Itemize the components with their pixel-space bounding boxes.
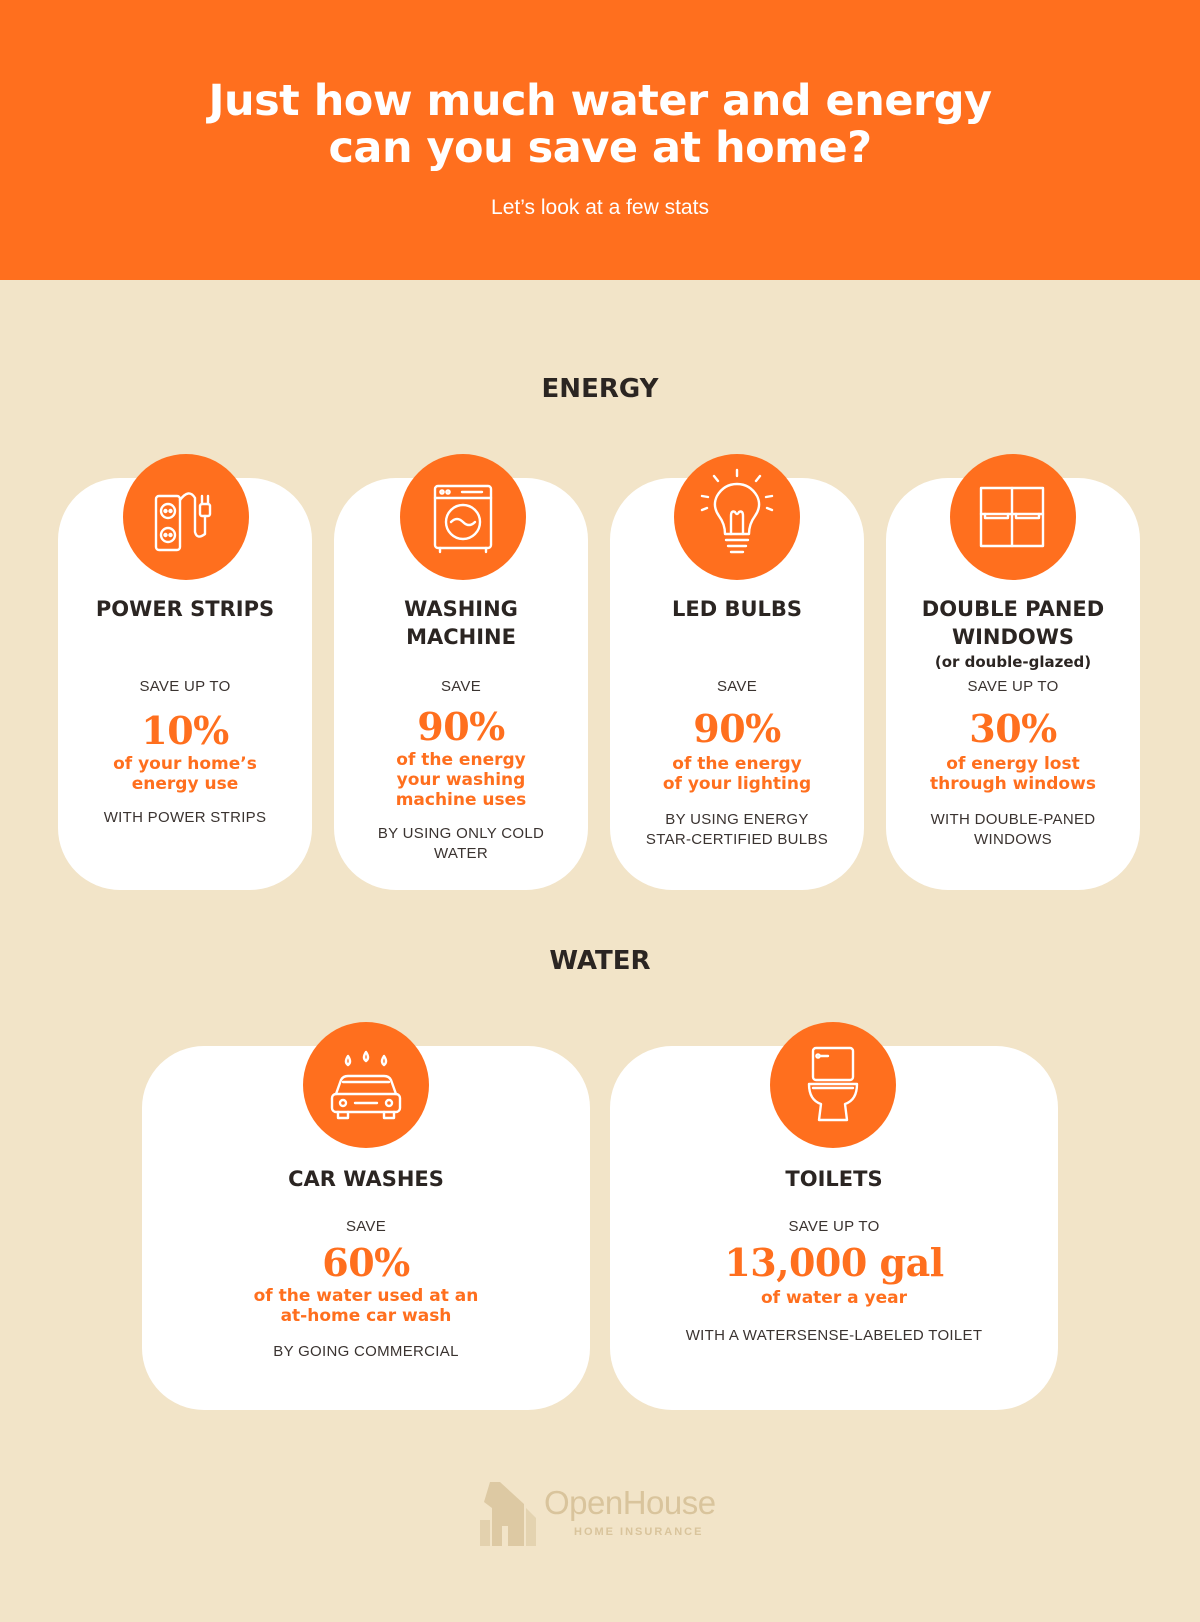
light-bulb-icon (674, 454, 800, 580)
card-title: CAR WASHES (288, 1167, 444, 1191)
card-title: POWER STRIPS (95, 597, 275, 621)
card-lead: SAVE UP TO (139, 678, 231, 695)
card-lead: SAVE (440, 678, 482, 695)
water-heading: WATER (549, 946, 651, 976)
card-lead: SAVE (716, 678, 758, 695)
card-tail-line-1: BY GOING COMMERCIAL (273, 1343, 459, 1360)
card-desc-line-1: of the water used at an (253, 1286, 479, 1306)
card-desc-line-2: your washing (396, 770, 526, 790)
card-tail-line-2: WATER (434, 845, 488, 862)
card-tail-line-1: WITH A WATERSENSE-LABELED TOILET (685, 1327, 983, 1344)
card-value: 13,000 gal (724, 1240, 944, 1285)
page-title (100, 78, 1100, 172)
card-value: 90% (417, 704, 505, 749)
card-desc-line-1: of the energy (672, 754, 802, 774)
card-tail-line-2: STAR-CERTIFIED BULBS (645, 831, 829, 848)
card-desc-line-2: energy use (131, 774, 239, 794)
card-desc-line-1: of energy lost (946, 754, 1080, 774)
card-lead: SAVE UP TO (967, 678, 1059, 695)
card-desc-line-3: machine uses (395, 790, 527, 810)
energy-heading: ENERGY (541, 374, 659, 404)
house-logo-icon (478, 1480, 542, 1546)
washing-machine-icon (400, 454, 526, 580)
card-desc-line-1: of the energy (396, 750, 526, 770)
card-title: TOILETS (785, 1167, 883, 1191)
openhouse-logo (478, 1480, 738, 1546)
header-banner (0, 0, 1200, 280)
card-value: 90% (693, 706, 781, 751)
car-wash-icon (303, 1022, 429, 1148)
card-desc-line-2: through windows (930, 774, 1096, 794)
card-value: 10% (141, 708, 229, 753)
toilet-icon (770, 1022, 896, 1148)
card-desc-line-1: of your home’s (113, 754, 257, 774)
card-desc-line-2: at-home car wash (280, 1306, 452, 1326)
card-title-line-2: MACHINE (406, 625, 516, 649)
card-note: (or double-glazed) (934, 653, 1092, 671)
logo-name: OpenHouse (544, 1484, 716, 1521)
card-title-line-1: DOUBLE PANED (921, 597, 1105, 621)
card-title-line-1: WASHING (404, 597, 518, 621)
card-tail-line-1: WITH DOUBLE-PANED (930, 811, 1096, 828)
card-tail-line-1: BY USING ENERGY (665, 811, 809, 828)
page-subtitle: Let’s look at a few stats (491, 196, 709, 219)
power-strip-icon (123, 454, 249, 580)
card-title: LED BULBS (671, 597, 803, 621)
title-line-2: can you save at home? (328, 123, 872, 173)
card-tail-line-1: BY USING ONLY COLD (377, 825, 545, 842)
card-tail-line-1: WITH POWER STRIPS (103, 809, 267, 826)
card-desc-line-1: of water a year (761, 1288, 907, 1308)
window-icon (950, 454, 1076, 580)
card-title-line-2: WINDOWS (951, 625, 1075, 649)
logo-tagline: HOME INSURANCE (574, 1526, 704, 1538)
card-value: 60% (322, 1240, 410, 1285)
card-lead: SAVE UP TO (788, 1218, 880, 1235)
card-lead: SAVE (345, 1218, 387, 1235)
card-desc-line-2: of your lighting (662, 774, 812, 794)
card-tail-line-2: WINDOWS (974, 831, 1052, 848)
title-line-1: Just how much water and energy (208, 76, 992, 126)
card-value: 30% (969, 706, 1057, 751)
